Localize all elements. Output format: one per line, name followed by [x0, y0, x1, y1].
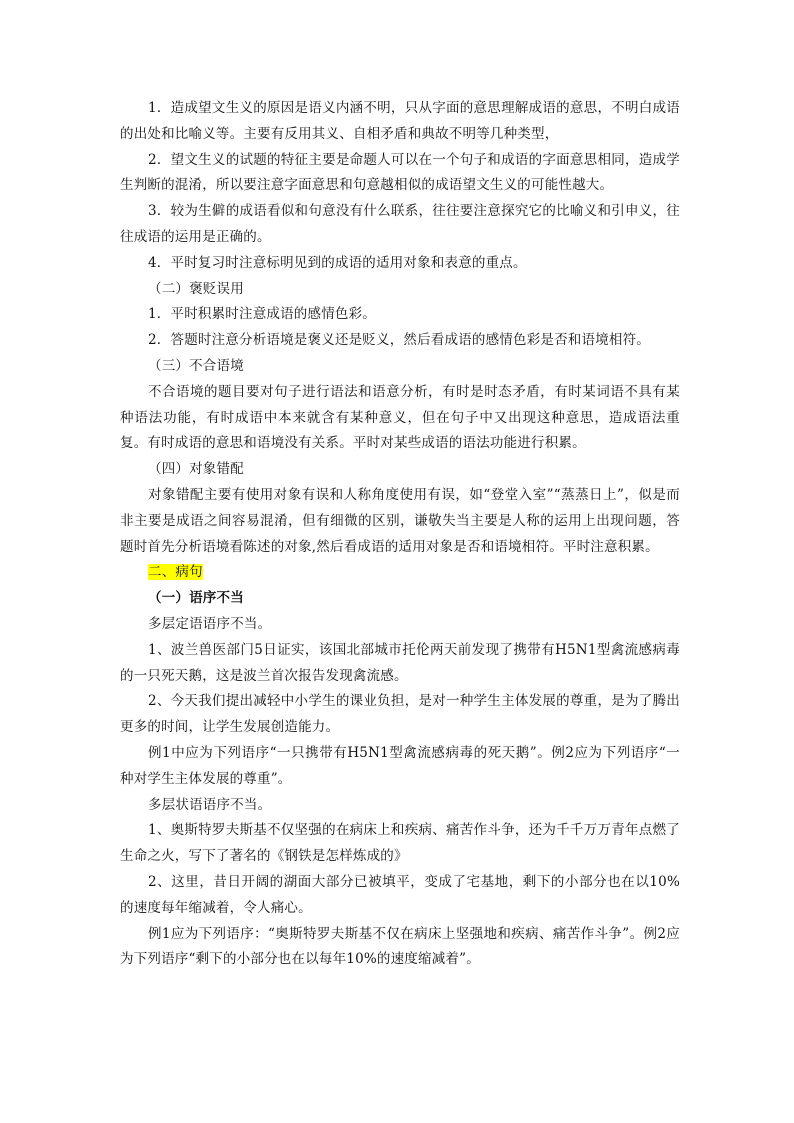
document-body — [120, 96, 680, 973]
paragraph-10: 1、波兰兽医部门5日证实，该国北部城市托伦两天前发现了携带有H5N1型禽流感病毒的一只死天鹅，这是波兰首次报告发现禽流感。 — [120, 641, 680, 684]
section-heading-praise-blame: （二）褒贬误用 — [148, 280, 244, 297]
paragraph-15: 2、这里，昔日开阔的湖面大部分已被填平，变成了宅基地，剩下的小部分也在以10%的速度每年缩减着，令人痛心。 — [120, 873, 680, 916]
paragraph-4: 4．平时复习时注意标明见到的成语的适用对象和表意的重点。 — [148, 254, 527, 271]
paragraph-8: 对象错配主要有使用对象有误和人称角度使用有误，如“登堂入室”“蒸蒸日上”，似是而非主要是成语之间容易混淆，但有细微的区别，谦敬失当主要是人称的运用上出现问题，答题时首先分析语境看陈述的对象,然后看成语的适用对象是否和语境相符。平时注意积累。 — [120, 486, 680, 555]
paragraph-9: 多层定语语序不当。 — [148, 615, 272, 632]
section-heading-object-mismatch: （四）对象错配 — [148, 461, 244, 478]
paragraph-6: 2．答题时注意分析语境是褒义还是贬义，然后看成语的感情色彩是否和语境相符。 — [148, 332, 650, 349]
paragraph-16: 例1应为下列语序：“奥斯特罗夫斯基不仅在病床上坚强地和疾病、痛苦作斗争”。例2应为下列语序“剩下的小部分也在以每年10%的速度缩减着”。 — [120, 925, 680, 968]
paragraph-5: 1．平时积累时注意成语的感情色彩。 — [148, 306, 376, 323]
paragraph-1: 1．造成望文生义的原因是语义内涵不明，只从字面的意思理解成语的意思，不明白成语的出处和比喻义等。主要有反用其义、自相矛盾和典故不明等几种类型， — [120, 100, 680, 142]
chapter-heading-sentence-errors — [120, 560, 680, 586]
section-heading-word-order: （一）语序不当 — [148, 590, 244, 607]
paragraph-11: 2、今天我们提出减轻中小学生的课业负担，是对一种学生主体发展的尊重，是为了腾出更多的时间，让学生发展创造能力。 — [120, 693, 680, 736]
paragraph-13: 多层状语语序不当。 — [148, 796, 272, 813]
paragraph-12: 例1中应为下列语序“一只携带有H5N1型禽流感病毒的死天鹅”。例2应为下列语序“一种对学生主体发展的尊重”。 — [120, 744, 680, 787]
paragraph-2: 2．望文生义的试题的特征主要是命题人可以在一个句子和成语的字面意思相同，造成学生判断的混淆，所以要注意字面意思和句意越相似的成语望文生义的可能性越大。 — [120, 151, 680, 194]
paragraph-7: 不合语境的题目要对句子进行语法和语意分析，有时是时态矛盾，有时某词语不具有某种语法功能，有时成语中本来就含有某种意义，但在句子中又出现这种意思，造成语法重复。有时成语的意思和语境没有关系。平时对某些成语的语法功能进行积累。 — [120, 383, 680, 452]
paragraph-14: 1、奥斯特罗夫斯基不仅坚强的在病床上和疾病、痛苦作斗争，还为千千万万青年点燃了生命之火，写下了著名的《钢铁是怎样炼成的》 — [120, 822, 680, 865]
section-heading-context: （三）不合语境 — [148, 357, 244, 374]
highlighted-heading-text: 二、病句 — [148, 564, 203, 581]
paragraph-3: 3．较为生僻的成语看似和句意没有什么联系，往往要注意探究它的比喻义和引申义，往往成语的运用是正确的。 — [120, 203, 680, 245]
